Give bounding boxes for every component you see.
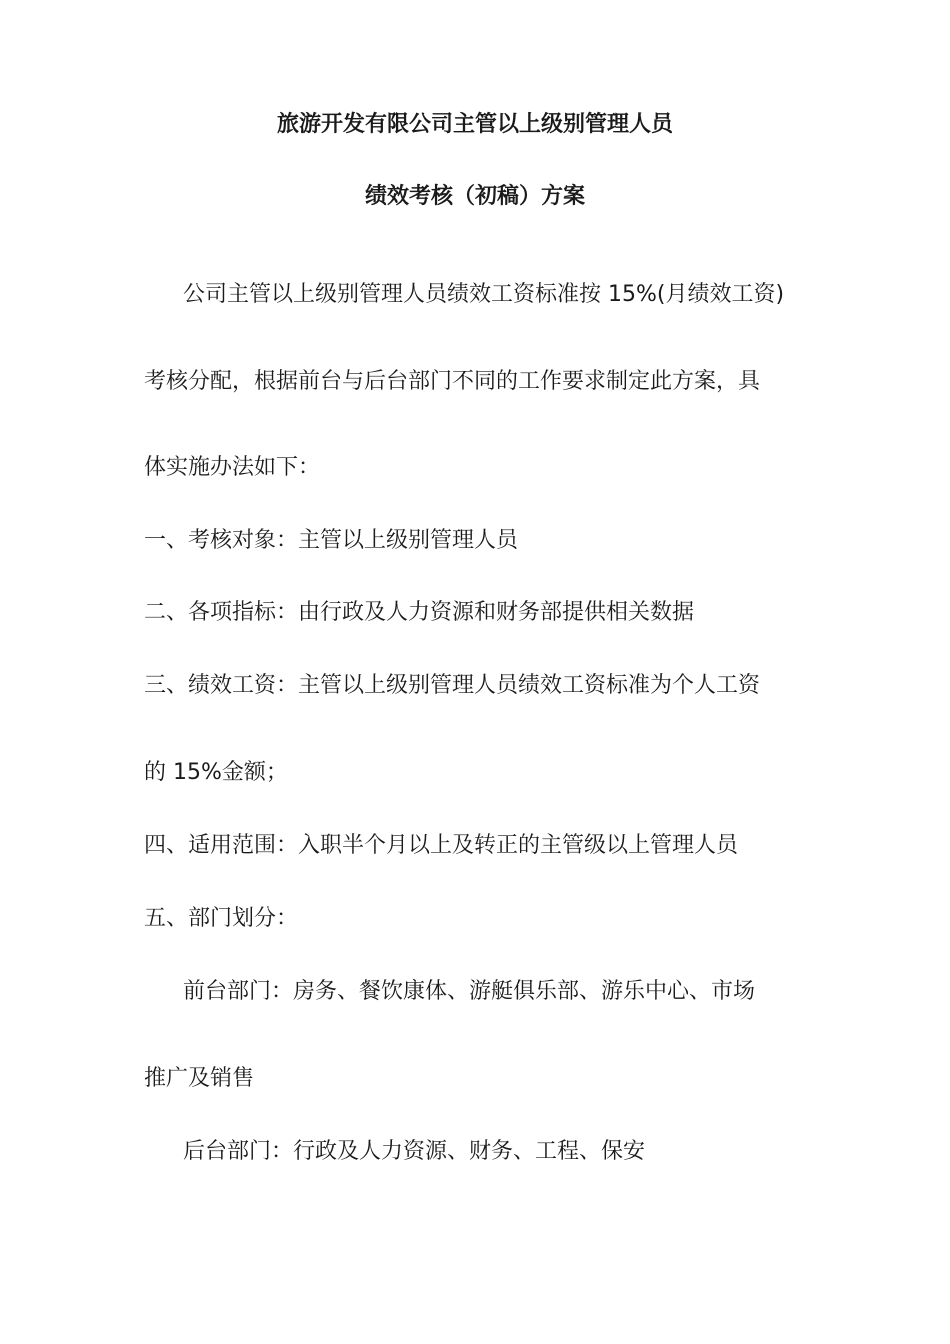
document-title-line2: 绩效考核（初稿）方案 <box>364 184 585 209</box>
section-3-line-1: 三、绩效工资：主管以上级别管理人员绩效工资标准为个人工资 <box>144 673 761 698</box>
front-dept-line-1: 前台部门：房务、餐饮康体、游艇俱乐部、游乐中心、市场 <box>183 979 756 1004</box>
document-title-line1: 旅游开发有限公司主管以上级别管理人员 <box>276 112 673 137</box>
section-1: 一、考核对象：主管以上级别管理人员 <box>144 528 519 553</box>
intro-line-2: 考核分配，根据前台与后台部门不同的工作要求制定此方案，具 <box>144 369 761 394</box>
section-4: 四、适用范围：入职半个月以上及转正的主管级以上管理人员 <box>144 833 739 858</box>
intro-line-3: 体实施办法如下： <box>144 455 321 480</box>
back-dept-line: 后台部门：行政及人力资源、财务、工程、保安 <box>183 1139 646 1164</box>
intro-line-1: 公司主管以上级别管理人员绩效工资标准按 15%(月绩效工资) <box>183 282 785 307</box>
section-3-line-2: 的 15%金额； <box>144 760 288 785</box>
section-2: 二、各项指标：由行政及人力资源和财务部提供相关数据 <box>144 600 695 625</box>
front-dept-line-2: 推广及销售 <box>144 1066 255 1091</box>
section-5: 五、部门划分： <box>144 906 299 931</box>
